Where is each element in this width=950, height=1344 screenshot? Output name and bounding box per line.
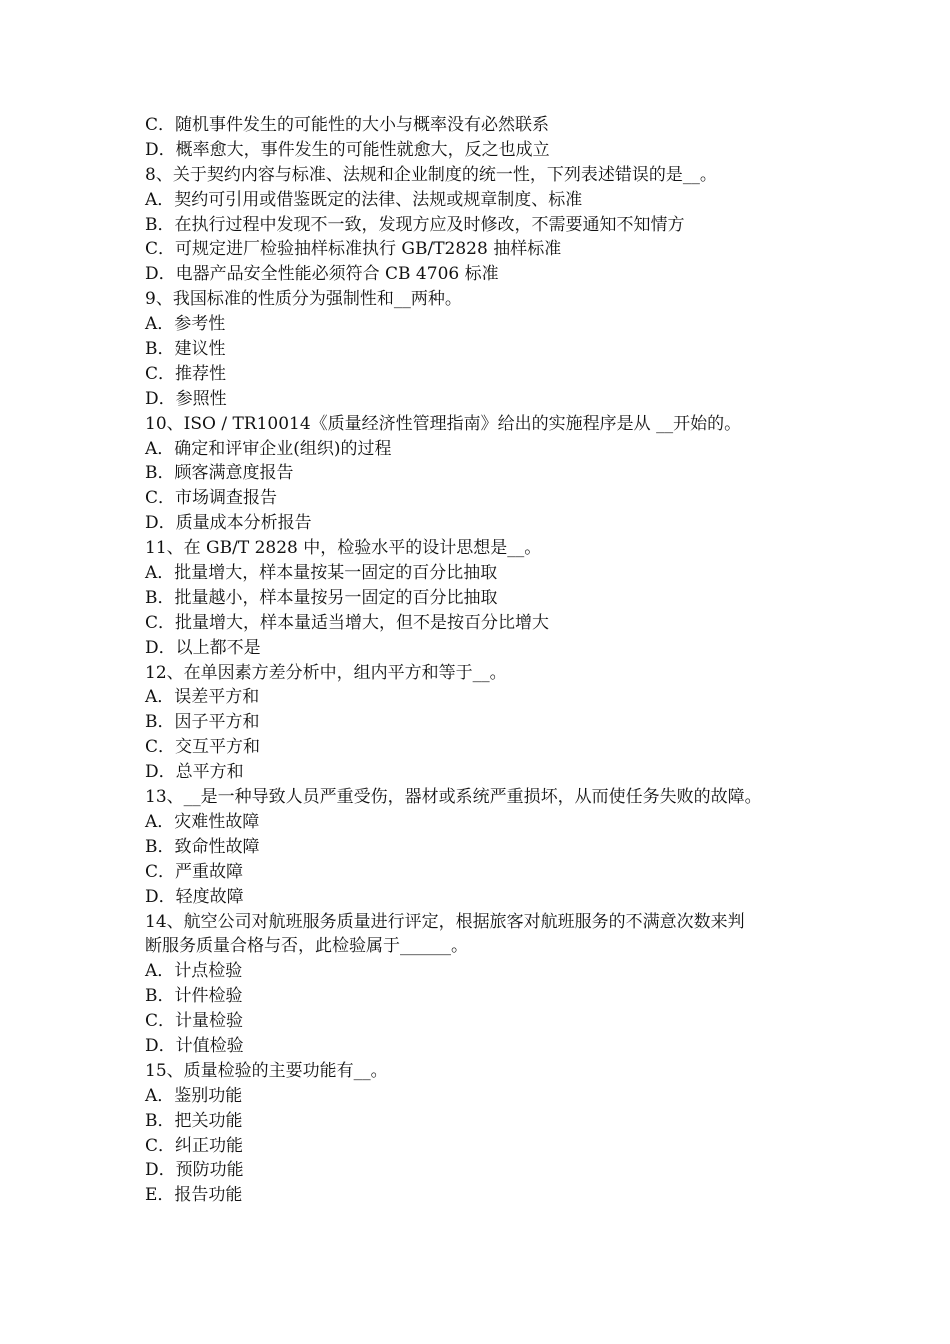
question-text: 11、在 GB/T 2828 中，检验水平的设计思想是__。 (145, 538, 542, 559)
answer-option: D．总平方和 (145, 762, 244, 783)
answer-option: D．预防功能 (145, 1160, 244, 1181)
answer-option: A．误差平方和 (145, 687, 260, 708)
answer-option: E．报告功能 (145, 1185, 243, 1206)
answer-option: D．以上都不是 (145, 637, 261, 658)
answer-option: A．鉴别功能 (145, 1085, 243, 1106)
answer-option: C．市场调查报告 (145, 488, 278, 509)
answer-option: A．批量增大，样本量按某一固定的百分比抽取 (145, 563, 498, 584)
question-text: 8、关于契约内容与标准、法规和企业制度的统一性，下列表述错误的是__。 (145, 164, 717, 185)
answer-option: D．计值检验 (145, 1035, 244, 1056)
answer-option: D．电器产品安全性能必须符合 CB 4706 标准 (145, 264, 499, 285)
answer-option: C．纠正功能 (145, 1135, 244, 1156)
answer-option: B．计件检验 (145, 986, 243, 1007)
question-text: 14、航空公司对航班服务质量进行评定，根据旅客对航班服务的不满意次数来判 (145, 911, 745, 932)
answer-option: D．参照性 (145, 388, 227, 409)
answer-option: B．建议性 (145, 339, 226, 360)
answer-option: B．把关功能 (145, 1110, 243, 1131)
answer-option: B．顾客满意度报告 (145, 463, 294, 484)
answer-option: D．轻度故障 (145, 886, 244, 907)
answer-option: B．批量越小，样本量按另一固定的百分比抽取 (145, 587, 498, 608)
answer-option: C．推荐性 (145, 363, 227, 384)
answer-option: A．参考性 (145, 314, 226, 335)
answer-option: C．交互平方和 (145, 737, 261, 758)
text-line: 断服务质量合格与否，此检验属于______。 (145, 936, 468, 957)
answer-option: C．随机事件发生的可能性的大小与概率没有必然联系 (145, 115, 550, 135)
question-text: 15、质量检验的主要功能有__。 (145, 1060, 388, 1081)
question-text: 10、ISO / TR10014《质量经济性管理指南》给出的实施程序是从 __开始的。 (145, 413, 742, 434)
answer-option: D．概率愈大，事件发生的可能性就愈大，反之也成立 (145, 139, 550, 160)
answer-option: C．严重故障 (145, 861, 244, 882)
answer-option: B．因子平方和 (145, 712, 260, 733)
answer-option: A．确定和评审企业(组织)的过程 (145, 438, 392, 459)
document-body (145, 113, 825, 1208)
question-text: 12、在单因素方差分析中，组内平方和等于__。 (145, 662, 507, 683)
answer-option: A．灾难性故障 (145, 811, 260, 832)
answer-option: D．质量成本分析报告 (145, 513, 312, 534)
answer-option: B．在执行过程中发现不一致，发现方应及时修改，不需要通知不知情方 (145, 214, 685, 235)
question-text: 13、__是一种导致人员严重受伤，器材或系统严重损坏，从而使任务失败的故障。 (145, 787, 762, 808)
question-text: 9、我国标准的性质分为强制性和__两种。 (145, 289, 462, 310)
answer-option: C．计量检验 (145, 1011, 244, 1032)
answer-option: B．致命性故障 (145, 836, 260, 857)
answer-option: A．计点检验 (145, 961, 243, 982)
answer-option: C．批量增大，样本量适当增大，但不是按百分比增大 (145, 612, 550, 633)
answer-option: A．契约可引用或借鉴既定的法律、法规或规章制度、标准 (145, 189, 583, 210)
answer-option: C．可规定进厂检验抽样标准执行 GB/T2828 抽样标准 (145, 239, 562, 260)
